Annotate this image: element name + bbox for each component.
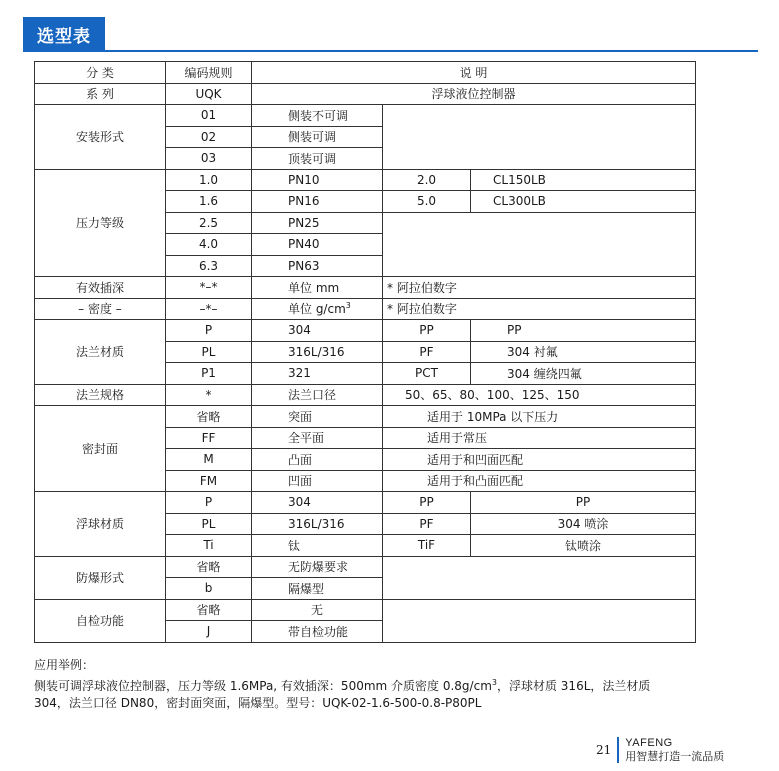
code-cell: 省略 bbox=[166, 556, 252, 578]
header-description: 说 明 bbox=[252, 62, 696, 84]
code-cell: P1 bbox=[166, 363, 252, 385]
description-cell: 突面 bbox=[252, 406, 383, 428]
note-cell: 适用于和凸面匹配 bbox=[383, 470, 696, 492]
description-cell-secondary: 304 喷涂 bbox=[471, 513, 696, 535]
description-cell: 无防爆要求 bbox=[252, 556, 383, 578]
header-category: 分 类 bbox=[35, 62, 166, 84]
code-cell: PL bbox=[166, 341, 252, 363]
code-cell-secondary: 5.0 bbox=[383, 191, 471, 213]
category-label: 自检功能 bbox=[35, 599, 166, 642]
description-cell: PN40 bbox=[252, 234, 383, 256]
example-superscript: 3 bbox=[491, 678, 497, 687]
description-cell: PN16 bbox=[252, 191, 383, 213]
brand-block bbox=[625, 737, 724, 763]
category-label: 法兰材质 bbox=[35, 320, 166, 385]
code-cell: FM bbox=[166, 470, 252, 492]
brand-slogan: 用智慧打造一流品质 bbox=[625, 750, 725, 763]
category-label: 浮球材质 bbox=[35, 492, 166, 557]
code-cell: M bbox=[166, 449, 252, 471]
unit-text: 单位 g/cm bbox=[288, 302, 346, 317]
description-cell: 浮球液位控制器 bbox=[252, 83, 696, 105]
description-cell: PN10 bbox=[252, 169, 383, 191]
category-label: 安装形式 bbox=[35, 105, 166, 170]
code-cell-secondary: PP bbox=[383, 492, 471, 514]
code-cell: 02 bbox=[166, 126, 252, 148]
header-code: 编码规则 bbox=[166, 62, 252, 84]
description-cell: 顶装可调 bbox=[252, 148, 383, 170]
note-cell: 适用于和凹面匹配 bbox=[383, 449, 696, 471]
description-cell-secondary: CL300LB bbox=[471, 191, 696, 213]
table-row bbox=[35, 492, 696, 514]
description-cell-secondary: CL150LB bbox=[471, 169, 696, 191]
table-row bbox=[35, 83, 696, 105]
description-cell: 凸面 bbox=[252, 449, 383, 471]
unit-cell bbox=[252, 298, 383, 320]
description-cell: 304 bbox=[252, 492, 383, 514]
table-row bbox=[35, 277, 696, 299]
code-cell-secondary: PCT bbox=[383, 363, 471, 385]
code-cell-secondary: 2.0 bbox=[383, 169, 471, 191]
code-cell: 03 bbox=[166, 148, 252, 170]
description-cell: PN25 bbox=[252, 212, 383, 234]
code-cell: b bbox=[166, 578, 252, 600]
example-title: 应用举例： bbox=[34, 658, 95, 672]
code-cell: 1.6 bbox=[166, 191, 252, 213]
values-cell: 50、65、80、100、125、150 bbox=[383, 384, 696, 406]
category-label: – 密度 – bbox=[35, 298, 166, 320]
note-cell: * 阿拉伯数字 bbox=[383, 277, 696, 299]
description-cell-secondary: PP bbox=[471, 492, 696, 514]
table-row bbox=[35, 320, 696, 342]
description-cell: 无 bbox=[252, 599, 383, 621]
code-cell: 省略 bbox=[166, 406, 252, 428]
description-cell: 321 bbox=[252, 363, 383, 385]
description-cell: 带自检功能 bbox=[252, 621, 383, 643]
table-row bbox=[35, 169, 696, 191]
code-cell: Ti bbox=[166, 535, 252, 557]
empty-cell bbox=[383, 599, 696, 642]
brand-name: YAFENG bbox=[625, 737, 673, 749]
code-cell: 6.3 bbox=[166, 255, 252, 277]
note-cell: * 阿拉伯数字 bbox=[383, 298, 696, 320]
header-divider bbox=[23, 50, 758, 52]
table-row bbox=[35, 556, 696, 578]
code-cell-secondary: PF bbox=[383, 513, 471, 535]
example-line bbox=[34, 674, 714, 695]
code-cell: UQK bbox=[166, 83, 252, 105]
example-line: 304，法兰口径 DN80，密封面突面，隔爆型。型号：UQK-02-1.6-500-0.8-P80PL bbox=[34, 696, 482, 710]
category-label: 防爆形式 bbox=[35, 556, 166, 599]
empty-cell bbox=[383, 105, 696, 170]
table-row bbox=[35, 384, 696, 406]
code-cell: 省略 bbox=[166, 599, 252, 621]
description-cell-secondary: 304 衬氟 bbox=[471, 341, 696, 363]
description-cell: 全平面 bbox=[252, 427, 383, 449]
description-cell: PN63 bbox=[252, 255, 383, 277]
description-cell: 凹面 bbox=[252, 470, 383, 492]
category-label: 系 列 bbox=[35, 83, 166, 105]
table-row bbox=[35, 298, 696, 320]
description-cell: 316L/316 bbox=[252, 513, 383, 535]
code-cell-secondary: TiF bbox=[383, 535, 471, 557]
code-cell-secondary: PP bbox=[383, 320, 471, 342]
table-row bbox=[35, 599, 696, 621]
code-cell: * bbox=[166, 384, 252, 406]
empty-cell bbox=[383, 556, 696, 599]
table-row bbox=[35, 105, 696, 127]
unit-superscript: 3 bbox=[345, 301, 351, 311]
code-cell: 2.5 bbox=[166, 212, 252, 234]
unit-cell: 单位 mm bbox=[252, 277, 383, 299]
description-cell-secondary: PP bbox=[471, 320, 696, 342]
description-cell: 钛 bbox=[252, 535, 383, 557]
description-cell: 隔爆型 bbox=[252, 578, 383, 600]
description-cell: 侧装可调 bbox=[252, 126, 383, 148]
code-cell: P bbox=[166, 320, 252, 342]
description-cell: 侧装不可调 bbox=[252, 105, 383, 127]
category-label: 法兰规格 bbox=[35, 384, 166, 406]
code-cell: 01 bbox=[166, 105, 252, 127]
example-text: ，浮球材质 316L，法兰材质 bbox=[496, 679, 651, 693]
code-cell: J bbox=[166, 621, 252, 643]
code-cell-secondary: PF bbox=[383, 341, 471, 363]
application-example bbox=[34, 657, 714, 712]
description-cell: 法兰口径 bbox=[252, 384, 383, 406]
code-cell: PL bbox=[166, 513, 252, 535]
page-footer bbox=[596, 735, 724, 765]
code-cell: *–* bbox=[166, 277, 252, 299]
description-cell-secondary: 钛喷涂 bbox=[471, 535, 696, 557]
selection-table bbox=[34, 61, 696, 643]
code-cell: FF bbox=[166, 427, 252, 449]
description-cell: 316L/316 bbox=[252, 341, 383, 363]
table-row bbox=[35, 406, 696, 428]
code-cell: P bbox=[166, 492, 252, 514]
category-label: 密封面 bbox=[35, 406, 166, 492]
code-cell: 4.0 bbox=[166, 234, 252, 256]
code-cell: –*– bbox=[166, 298, 252, 320]
category-label: 有效插深 bbox=[35, 277, 166, 299]
empty-cell bbox=[383, 212, 696, 277]
footer-divider bbox=[617, 737, 619, 763]
code-cell: 1.0 bbox=[166, 169, 252, 191]
page-number: 21 bbox=[596, 743, 612, 757]
note-cell: 适用于 10MPa 以下压力 bbox=[383, 406, 696, 428]
note-cell: 适用于常压 bbox=[383, 427, 696, 449]
section-title: 选型表 bbox=[23, 17, 105, 52]
category-label: 压力等级 bbox=[35, 169, 166, 277]
description-cell-secondary: 304 缠绕四氟 bbox=[471, 363, 696, 385]
description-cell: 304 bbox=[252, 320, 383, 342]
table-header-row bbox=[35, 62, 696, 84]
example-text: 侧装可调浮球液位控制器，压力等级 1.6MPa, 有效插深：500mm 介质密度 0.8g/cm bbox=[34, 679, 492, 693]
